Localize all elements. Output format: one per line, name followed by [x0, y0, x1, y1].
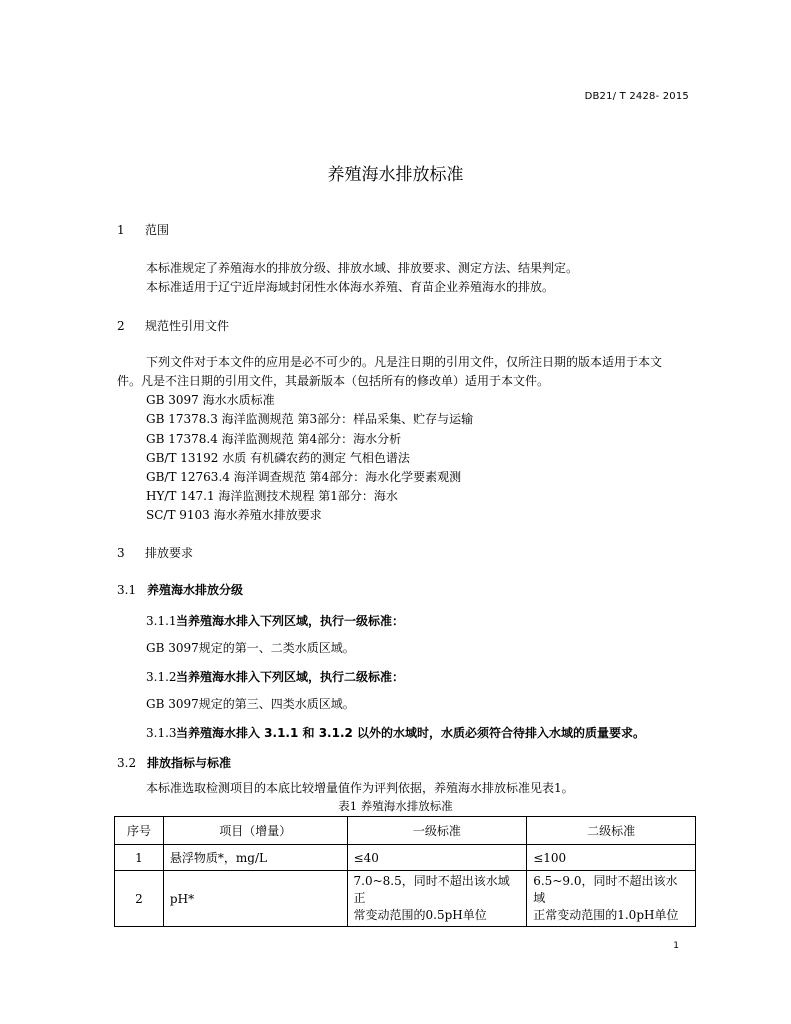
discharge-standard-table: [114, 816, 696, 927]
reference-item: GB 17378.3 海洋监测规范 第3部分：样品采集、贮存与运输: [146, 412, 474, 426]
cell-line: 7.0~8.5，同时不超出该水域正: [353, 874, 510, 905]
item-cell: pH*: [163, 871, 347, 927]
section-title: 当养殖海水排入下列区域，执行一级标准：: [176, 614, 405, 628]
section-3-heading: [117, 544, 193, 561]
reference-item: HY/T 147.1 海洋监测技术规程 第1部分：海水: [146, 489, 398, 503]
cell-line: 6.5~9.0，同时不超出该水域: [533, 874, 678, 905]
section-number: 3: [117, 546, 125, 560]
reference-item: GB/T 12763.4 海洋调查规范 第4部分：海水化学要素观测: [146, 470, 462, 484]
reference-item: GB/T 13192 水质 有机磷农药的测定 气相色谱法: [146, 451, 410, 465]
paragraph: 件。凡是不注日期的引用文件，其最新版本（包括所有的修改单）适用于本文件。: [117, 374, 550, 388]
table-header-row: [115, 817, 696, 845]
item-cell: 悬浮物质*，mg/L: [163, 845, 347, 871]
section-number: 3.1: [117, 583, 137, 597]
section-2-heading: [117, 317, 229, 334]
cell-line: 正常变动范围的1.0pH单位: [533, 908, 679, 922]
section-title: 当养殖海水排入下列区域，执行二级标准：: [176, 670, 405, 684]
document-code: DB21/ T 2428- 2015: [584, 91, 689, 102]
grade2-cell: [527, 871, 696, 927]
section-number: 3.1.3: [146, 726, 177, 740]
page-number: 1: [673, 941, 679, 951]
section-title: 排放指标与标准: [147, 756, 232, 770]
section-title: 范围: [145, 223, 170, 237]
subsection-3-2-heading: [117, 754, 231, 771]
table-row: [115, 871, 696, 927]
reference-item: GB 17378.4 海洋监测规范 第4部分：海水分析: [146, 432, 402, 446]
section-number: 3.1.1: [146, 614, 177, 628]
clause-3-1-1-heading: [146, 612, 404, 629]
section-number: 1: [117, 223, 125, 237]
header-cell: 序号: [115, 817, 164, 845]
grade1-cell: ≤40: [347, 845, 527, 871]
section-number: 3.1.2: [146, 670, 177, 684]
paragraph: 下列文件对于本文件的应用是必不可少的。凡是注日期的引用文件，仅所注日期的版本适用于本文: [146, 355, 663, 369]
row-number-cell: 1: [115, 845, 164, 871]
header-cell: 一级标准: [347, 817, 527, 845]
cell-line: 常变动范围的0.5pH单位: [353, 908, 487, 922]
section-number: 2: [117, 319, 125, 333]
section-title: 养殖海水排放分级: [147, 583, 244, 597]
header-cell: 二级标准: [527, 817, 696, 845]
paragraph: 本标准适用于辽宁近岸海域封闭性水体海水养殖、育苗企业养殖海水的排放。: [146, 280, 555, 294]
section-title: 规范性引用文件: [145, 319, 230, 333]
header-cell: 项目（增量）: [163, 817, 347, 845]
grade2-cell: ≤100: [527, 845, 696, 871]
reference-item: SC/T 9103 海水养殖水排放要求: [146, 508, 322, 522]
page-title: 养殖海水排放标准: [327, 165, 464, 185]
paragraph: 本标准规定了养殖海水的排放分级、排放水域、排放要求、测定方法、结果判定。: [146, 261, 579, 275]
paragraph: GB 3097规定的第一、二类水质区域。: [146, 641, 355, 655]
reference-item: GB 3097 海水水质标准: [146, 393, 275, 407]
clause-3-1-3-heading: [146, 724, 645, 741]
table-row: [115, 845, 696, 871]
subsection-3-1-heading: [117, 581, 243, 598]
paragraph: 本标准选取检测项目的本底比较增量值作为评判依据，养殖海水排放标准见表1。: [146, 781, 574, 795]
section-title: 当养殖海水排入 3.1.1 和 3.1.2 以外的水域时，水质必须符合待排入水域的质量要求。: [176, 726, 646, 740]
row-number-cell: 2: [115, 871, 164, 927]
clause-3-1-2-heading: [146, 668, 404, 685]
paragraph: GB 3097规定的第三、四类水质区域。: [146, 697, 355, 711]
section-title: 排放要求: [145, 546, 194, 560]
section-1-heading: [117, 221, 169, 238]
grade1-cell: [347, 871, 527, 927]
table-caption: 表1 养殖海水排放标准: [338, 799, 453, 813]
section-number: 3.2: [117, 756, 137, 770]
